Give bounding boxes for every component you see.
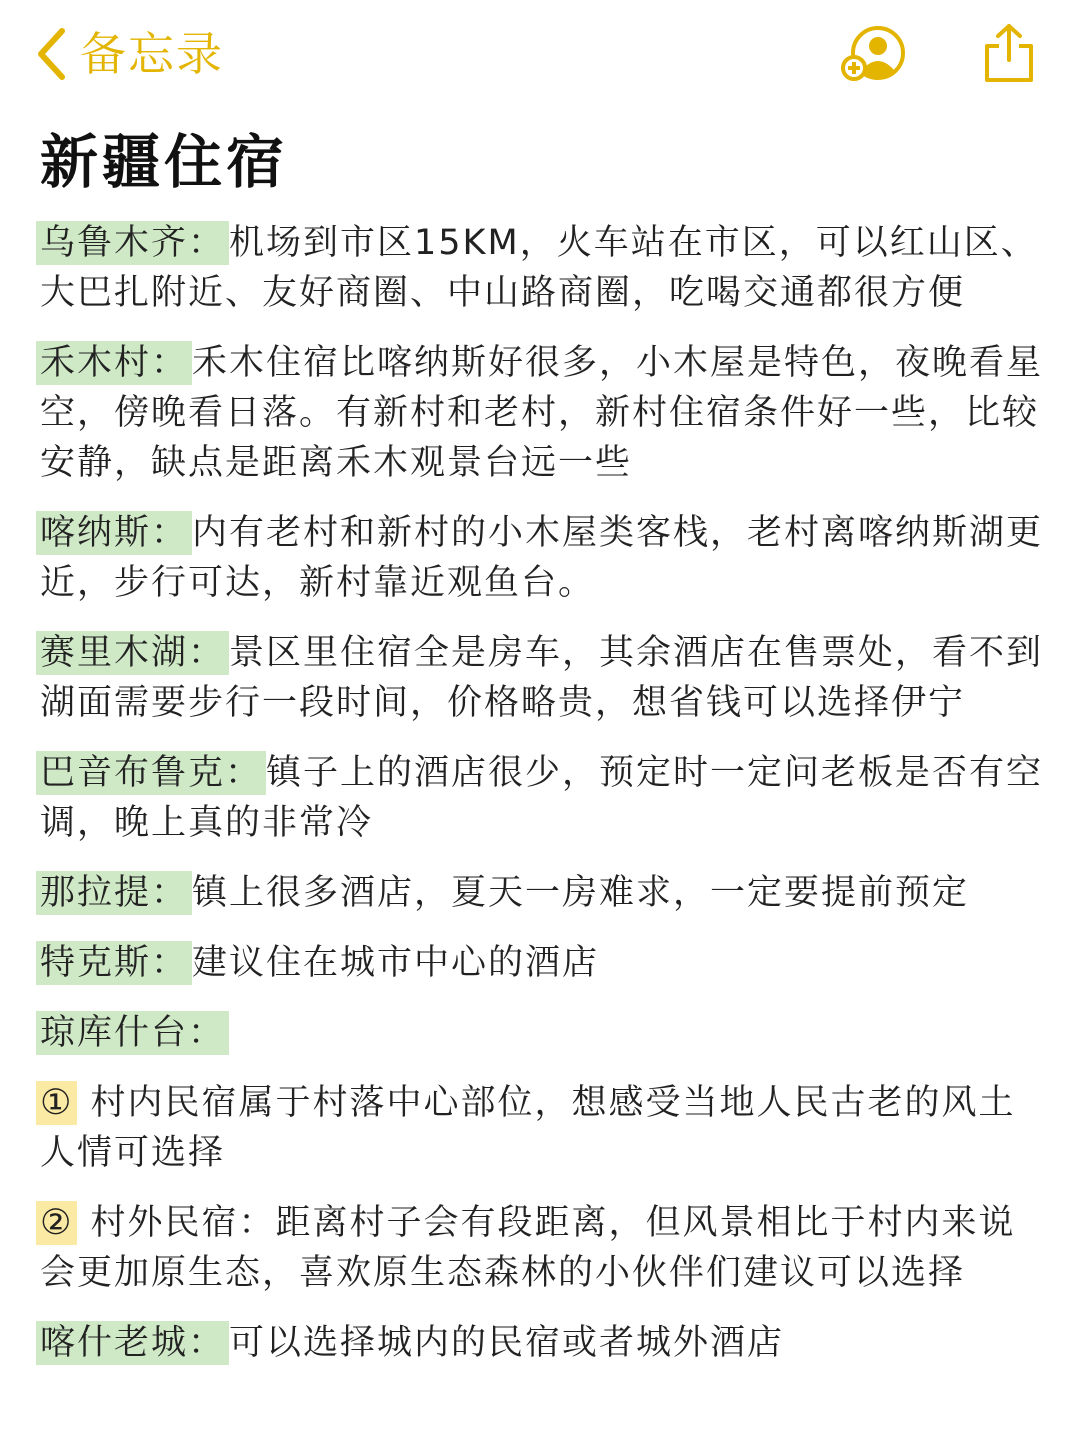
note-title: 新疆住宿 — [40, 128, 289, 196]
paragraph-text: 景区里住宿全是房车，其余酒店在售票处，看不到湖面需要步行一段时间，价格略贵，想省钱可以选择伊宁 — [40, 633, 1044, 723]
highlighted-label: 巴音布鲁克： — [36, 751, 266, 795]
add-person-icon — [840, 24, 910, 86]
chevron-left-icon — [36, 27, 66, 81]
note-body[interactable] — [40, 218, 1044, 1388]
numbered-item-1 — [40, 1078, 1044, 1178]
paragraph-tekes — [40, 938, 1044, 988]
paragraph-text: 内有老村和新村的小木屋类客栈，老村离喀纳斯湖更近，步行可达，新村靠近观鱼台。 — [40, 513, 1044, 603]
paragraph-kashgar-old-city — [40, 1318, 1044, 1368]
paragraph-text: 建议住在城市中心的酒店 — [192, 943, 600, 983]
nav-bar — [0, 0, 1080, 110]
paragraph-sayram-lake — [40, 628, 1044, 728]
share-icon — [980, 22, 1038, 84]
paragraph-nalati — [40, 868, 1044, 918]
back-button[interactable] — [36, 26, 224, 82]
paragraph-urumqi — [40, 218, 1044, 318]
highlighted-label: 那拉提： — [36, 871, 192, 915]
paragraph-text: 禾木住宿比喀纳斯好很多，小木屋是特色，夜晚看星空，傍晚看日落。有新村和老村，新村住宿条件好一些，比较安静，缺点是距离禾木观景台远一些 — [40, 343, 1044, 483]
highlighted-label: 喀什老城： — [36, 1321, 229, 1365]
share-button[interactable] — [980, 22, 1038, 84]
highlighted-label: 乌鲁木齐： — [36, 221, 229, 265]
highlighted-label: 特克斯： — [36, 941, 192, 985]
paragraph-kanas — [40, 508, 1044, 608]
paragraph-qiongkushitai — [40, 1008, 1044, 1058]
numbered-item-text: 村内民宿属于村落中心部位，想感受当地人民古老的风土人情可选择 — [40, 1083, 1016, 1173]
paragraph-text: 镇子上的酒店很少，预定时一定问老板是否有空调，晚上真的非常冷 — [40, 753, 1044, 843]
highlighted-label: 琼库什台： — [36, 1011, 229, 1055]
numbered-item-2 — [40, 1198, 1044, 1298]
highlighted-label: 禾木村： — [36, 341, 192, 385]
add-people-button[interactable] — [840, 24, 910, 86]
number-badge: ② — [36, 1201, 77, 1245]
paragraph-bayanbulak — [40, 748, 1044, 848]
number-badge: ① — [36, 1081, 77, 1125]
highlighted-label: 赛里木湖： — [36, 631, 229, 675]
paragraph-text: 可以选择城内的民宿或者城外酒店 — [229, 1323, 785, 1363]
numbered-item-text: 村外民宿：距离村子会有段距离，但风景相比于村内来说会更加原生态，喜欢原生态森林的小伙伴们建议可以选择 — [40, 1203, 1016, 1293]
back-label: 备忘录 — [80, 27, 224, 81]
paragraph-hemu — [40, 338, 1044, 488]
paragraph-text: 镇上很多酒店，夏天一房难求，一定要提前预定 — [192, 873, 970, 913]
highlighted-label: 喀纳斯： — [36, 511, 192, 555]
paragraph-text: 机场到市区15KM，火车站在市区，可以红山区、大巴扎附近、友好商圈、中山路商圈，吃喝交通都很方便 — [40, 223, 1038, 313]
